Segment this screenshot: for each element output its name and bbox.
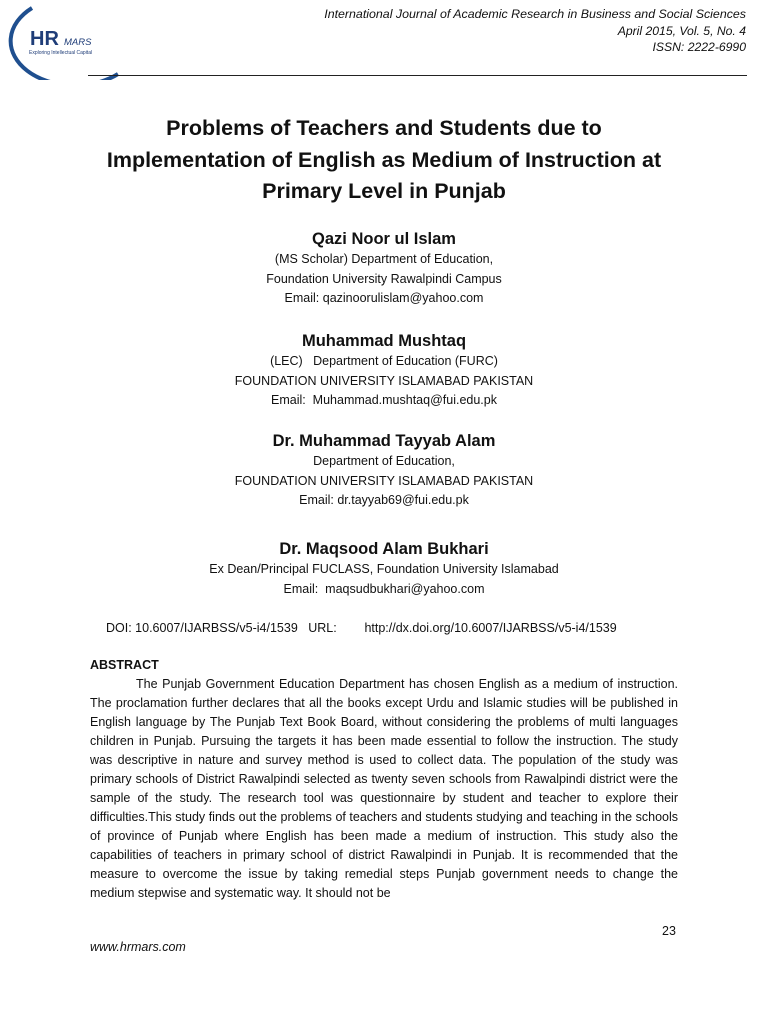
logo-tagline: Exploring Intellectual Capital [29, 50, 93, 56]
title-line: Problems of Teachers and Students due to [166, 116, 602, 140]
author-email: Email: maqsudbukhari@yahoo.com [283, 581, 485, 596]
abstract-text: The Punjab Government Education Department has chosen English as a medium of instruction. The proclamation further declares that all the books except Urdu and Islamic studies will be published in English language by The Punjab Text Book Board, without considering the problems of multi languages children in Punjab. Pursuing the targets it has been made essential to follow the instruction. The study was descriptive in nature and survey method is used to collect data. The population of the study was primary schools of District Rawalpindi selected as twenty seven schools from Rawalpindi district were the sample of the study. The research tool was questionnaire by student and teacher to explore their difficulties.This study finds out the problems of teachers and students studying and teaching in the schools of province of Punjab where English has been made a medium of instruction. This study also the capabilities of teachers in primary school of district Rawalpindi in Punjab. It is recommended that the measure to overcome the issue by taking remedial steps Punjab government needs to change the medium stepwise and systematic way. It should not be [90, 677, 678, 900]
page-number: 23 [662, 924, 676, 938]
doi-url-line: DOI: 10.6007/IJARBSS/v5-i4/1539 URL: http://dx.doi.org/10.6007/IJARBSS/v5-i4/1539 [106, 621, 617, 635]
journal-issn: ISSN: 2222-6990 [652, 40, 746, 54]
author-affiliation: Ex Dean/Principal FUCLASS, Foundation University Islamabad [209, 562, 559, 576]
logo-mars: MARS [64, 37, 92, 48]
author-name: Muhammad Mushtaq [301, 332, 467, 350]
author-name: Dr. Muhammad Tayyab Alam [272, 432, 496, 450]
title-line: Primary Level in Punjab [262, 179, 506, 203]
author-block [40, 330, 728, 411]
journal-info [324, 6, 746, 56]
author-email: Email: Muhammad.mushtaq@fui.edu.pk [271, 393, 497, 407]
hrmars-logo [4, 0, 120, 80]
author-affiliation: FOUNDATION UNIVERSITY ISLAMABAD PAKISTAN [234, 373, 534, 388]
author-affiliation: Department of Education, [313, 454, 455, 468]
author-email: Email: qazinoorulislam@yahoo.com [284, 291, 484, 305]
author-affiliation: (MS Scholar) Department of Education, [274, 252, 494, 266]
abstract-heading: ABSTRACT [90, 658, 159, 672]
author-block [40, 430, 728, 511]
author-name: Dr. Maqsood Alam Bukhari [279, 540, 489, 558]
author-name: Qazi Noor ul Islam [312, 230, 456, 248]
header-rule [88, 75, 747, 76]
title-line: Implementation of English as Medium of Instruction at [106, 147, 662, 172]
author-affiliation: Foundation University Rawalpindi Campus [266, 271, 502, 286]
author-affiliation: (LEC) Department of Education (FURC) [270, 354, 498, 368]
logo-hr: HR [30, 28, 59, 50]
author-affiliation: FOUNDATION UNIVERSITY ISLAMABAD PAKISTAN [234, 473, 534, 488]
paper-title [60, 113, 708, 208]
author-block [40, 538, 728, 599]
journal-issue: April 2015, Vol. 5, No. 4 [617, 23, 746, 38]
footer-website: www.hrmars.com [90, 940, 186, 954]
author-block [40, 228, 728, 309]
author-email: Email: dr.tayyab69@fui.edu.pk [299, 493, 469, 507]
journal-name: International Journal of Academic Research in Business and Social Sciences [324, 7, 746, 21]
